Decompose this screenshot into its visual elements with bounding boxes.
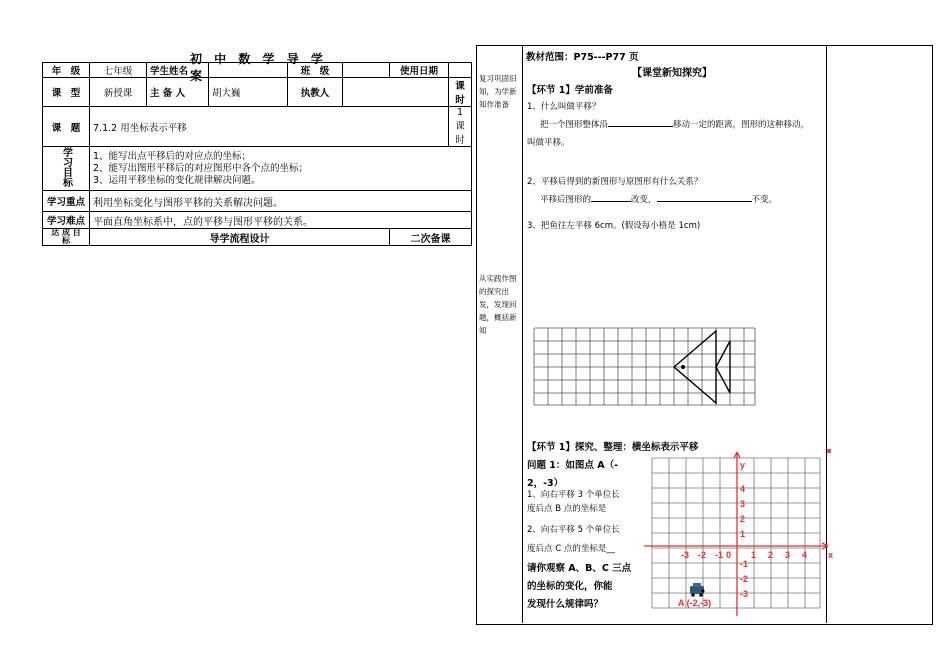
flow-label: 导学流程设计 <box>90 229 390 246</box>
topic-value: 7.1.2 用坐标表示平移 <box>90 107 449 147</box>
hours-label: 课时 <box>449 78 472 107</box>
y-tick: -3 <box>740 589 749 599</box>
part1-title: 【环节 1】学前准备 <box>527 85 613 96</box>
y-tick: -2 <box>740 574 749 584</box>
key-value: 利用坐标变化与图形平移的关系解决问题。 <box>90 191 472 212</box>
task-2-line-b: 度后点 C 点的坐标是__ <box>527 544 615 554</box>
key-label: 学习重点 <box>43 191 90 212</box>
teacher-label: 执教人 <box>288 78 343 107</box>
question-1-body-end: 叫做平移。 <box>527 138 570 148</box>
student-name-label: 学生姓名 <box>147 63 209 78</box>
y-axis-label: y <box>740 460 746 470</box>
page-title: 初 中 数 学 导 学 案 <box>190 52 327 83</box>
fish-eye <box>681 365 685 369</box>
fish-grid-figure <box>533 327 757 407</box>
task-2-line-a: 2、向右平移 5 个单位长 <box>527 525 620 535</box>
x-tick: -3 <box>681 550 690 560</box>
topic-label: 课 题 <box>43 107 90 147</box>
lesson-info-table <box>42 62 472 246</box>
problem-1-line-a: 问题 1：如图点 A（- <box>527 460 619 471</box>
goals-label: 学习目标 <box>60 147 72 187</box>
difficulty-value: 平面直角坐标系中，点的平移与图形平移的关系。 <box>90 212 472 229</box>
y-tick: -1 <box>740 559 749 569</box>
coordinate-grid <box>652 458 820 608</box>
q2-text-a: 平移后图形的 <box>540 195 592 205</box>
achieve-label: 达 成 目 标 <box>43 229 90 246</box>
q1-text-a: 把一个图形整体沿 <box>540 120 609 130</box>
date-label: 使用日期 <box>390 63 449 78</box>
x-tick: 1 <box>751 550 757 560</box>
x-tick: 0 <box>726 550 732 560</box>
x-tick: -2 <box>698 550 707 560</box>
fish-grid <box>534 328 755 405</box>
q1-text-b: 移动一定的距离，图形的这种移动， <box>673 120 810 130</box>
point-a-label: A (-2,-3) <box>678 598 712 608</box>
class-field <box>343 63 390 78</box>
type-value: 新授课 <box>90 78 147 107</box>
hours-value: 1 课时 <box>449 107 472 147</box>
q2-blank-1[interactable] <box>591 201 631 202</box>
difficulty-label: 学习难点 <box>43 212 90 229</box>
question-3: 3、把鱼往左平移 6cm。(假设每小格是 1cm) <box>527 221 701 231</box>
grade-label: 年 级 <box>43 63 90 78</box>
q1-blank[interactable] <box>608 126 673 127</box>
task-1-line-a: 1、向右平移 3 个单位长 <box>527 490 620 500</box>
y-tick: 3 <box>740 499 746 509</box>
prep-value: 胡大巍 <box>209 78 288 107</box>
student-name-field <box>209 63 288 78</box>
y-tick: 1 <box>740 529 746 539</box>
observe-line-c: 发现什么规律吗？ <box>527 599 604 610</box>
question-2-body <box>540 194 777 207</box>
part2-title: 【环节 1】探究、整理：横坐标表示平移 <box>527 442 699 453</box>
goal-item: 3、运用平移坐标的变化规律解决问题。 <box>93 174 261 186</box>
x-tick: 3 <box>785 550 791 560</box>
car-icon <box>690 583 704 597</box>
prep-label: 主 备 人 <box>147 78 209 107</box>
task-1-line-b: 度后点 B 点的坐标是 <box>527 504 607 514</box>
x-axis-label: x <box>828 550 834 560</box>
margin-marker <box>827 449 831 453</box>
x-tick: 2 <box>768 550 774 560</box>
axes <box>644 452 828 616</box>
question-1: 1、什么叫做平移？ <box>527 102 601 112</box>
section-title: 【课堂新知探究】 <box>632 68 712 79</box>
goals-cell <box>90 147 472 191</box>
question-2: 2、平移后得到的新图形与原图形有什么关系？ <box>527 177 703 187</box>
y-tick: 2 <box>740 514 746 524</box>
coordinate-plane <box>642 448 834 620</box>
y-tick: 4 <box>740 484 746 494</box>
textbook-range: 教材范围：P75---P77 页 <box>526 52 639 63</box>
point-a <box>702 590 705 593</box>
goal-item: 2、能写出图形平移后的对应图形中各个点的坐标； <box>93 162 309 174</box>
x-tick: -1 <box>715 550 724 560</box>
side-note-review: 复习巩固旧知，为学新知作准备 <box>479 74 517 109</box>
date-field <box>449 63 472 78</box>
goal-item: 1、能写出点平移后的对应点的坐标； <box>93 150 252 162</box>
grade-value: 七年级 <box>90 63 147 78</box>
q2-blank-2[interactable] <box>657 201 752 202</box>
second-prep-label: 二次备课 <box>390 229 472 246</box>
observe-line-a: 请你观察 A、B、C 三点 <box>527 563 632 574</box>
q2-text-b: 改变， <box>631 195 657 205</box>
type-label: 课 型 <box>43 78 90 107</box>
observe-line-b: 的坐标的变化，你能 <box>527 581 613 592</box>
problem-1-line-b: 2，-3） <box>527 478 564 489</box>
goals-label-cell <box>43 147 90 191</box>
class-label: 班 级 <box>288 63 343 78</box>
side-note-explore: 从实践作图的探究出发，发现问题，概括新知 <box>479 274 517 335</box>
q2-text-c: 不变。 <box>751 195 778 205</box>
question-1-body <box>540 119 809 132</box>
teacher-field <box>343 78 449 107</box>
x-tick: 4 <box>802 550 808 560</box>
